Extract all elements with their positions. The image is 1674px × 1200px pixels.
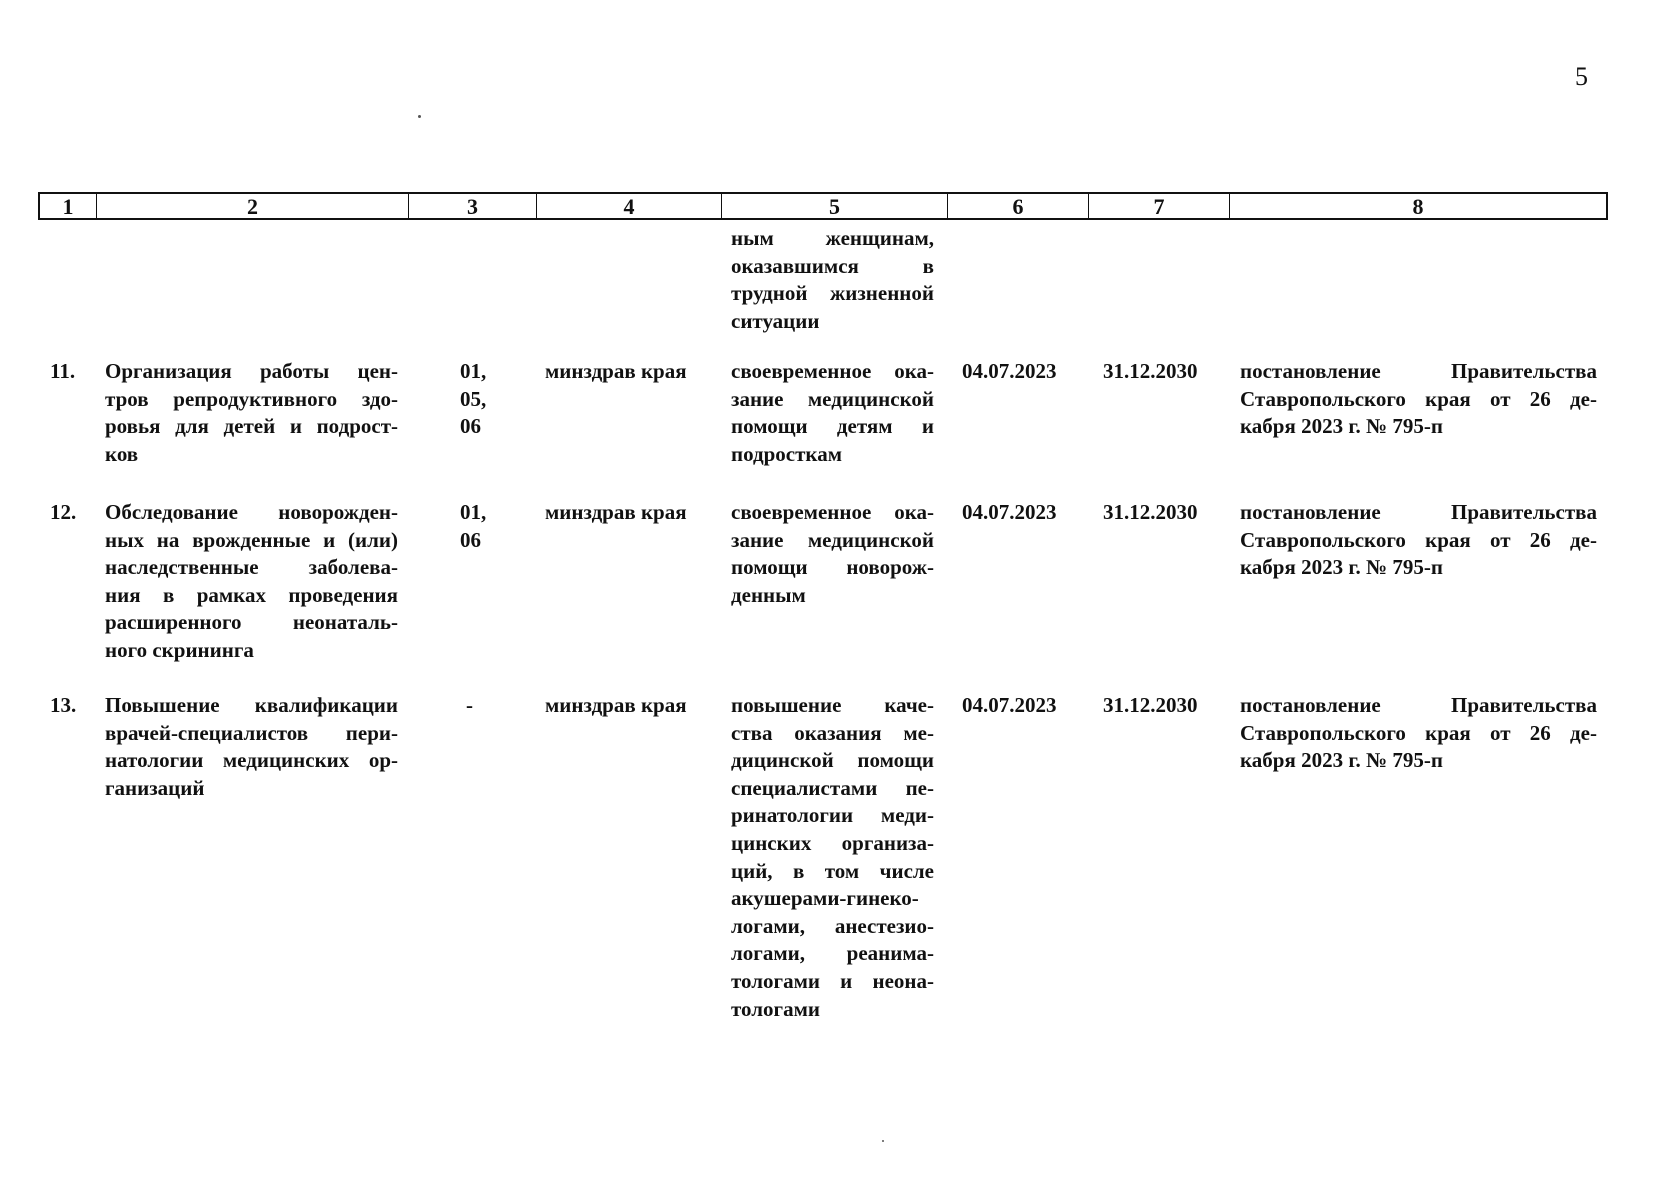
text-line: ния в рамках проведения (105, 582, 398, 607)
text-line: 06 (460, 527, 481, 552)
text-line: 01, (460, 359, 487, 383)
end-date: 31.12.2030 (1103, 500, 1198, 524)
legal-act (1240, 358, 1597, 441)
text-line: Ставропольского края от 26 де- (1240, 720, 1597, 745)
header-cell-6: 6 (947, 194, 1088, 218)
executor: минздрав края (545, 500, 687, 524)
text-line: расширенного неонаталь- (105, 610, 398, 635)
text-line: - (466, 693, 473, 717)
text-line: ровья для детей и подрост- (105, 414, 398, 439)
text-line: 06 (460, 414, 481, 439)
measure-title (105, 692, 398, 802)
page-number: 5 (1575, 62, 1588, 91)
text-line: тров репродуктивного здо- (105, 386, 398, 411)
start-date: 04.07.2023 (962, 500, 1057, 524)
text-line: ринатологии меди- (731, 803, 934, 828)
header-cell-8: 8 (1229, 194, 1606, 218)
text-line: кабря 2023 г. № 795-п (1240, 748, 1443, 773)
text-line: кабря 2023 г. № 795-п (1240, 414, 1443, 439)
row-number: 11. (50, 359, 76, 383)
header-cell-7: 7 (1088, 194, 1229, 218)
text-line: ганизаций (105, 775, 205, 800)
text-line: Повышение квалификации (105, 693, 398, 717)
expected-result (731, 692, 934, 1023)
text-line: оказавшимся в (731, 253, 934, 278)
text-line: ков (105, 441, 139, 466)
text-line: ситуации (731, 308, 820, 333)
header-cell-2: 2 (96, 194, 408, 218)
measure-title (105, 499, 398, 665)
end-date: 31.12.2030 (1103, 359, 1198, 383)
text-line: ства оказания ме- (731, 720, 934, 745)
end-date: 31.12.2030 (1103, 693, 1198, 717)
text-line: дицинской помощи (731, 748, 934, 773)
text-line: Ставропольского края от 26 де- (1240, 527, 1597, 552)
table-header (38, 192, 1608, 220)
header-cell-4: 4 (536, 194, 721, 218)
text-line: ным женщинам, (731, 226, 934, 250)
text-line: логами, реанима- (731, 941, 934, 966)
text-line: ций, в том числе (731, 858, 934, 883)
text-line: акушерами-гинеко- (731, 886, 919, 911)
text-line: ных на врожденные и (или) (105, 527, 398, 552)
text-line: помощи детям и (731, 414, 934, 439)
text-line: зание медицинской (731, 386, 934, 411)
text-line: своевременное ока- (731, 359, 934, 383)
text-line: ного скрининга (105, 637, 254, 662)
text-line: повышение каче- (731, 693, 934, 717)
text-line: тологами и неона- (731, 968, 934, 993)
text-line: Организация работы цен- (105, 359, 398, 383)
executor: минздрав края (545, 693, 687, 717)
continuation-text (731, 225, 934, 335)
text-line: Обследование новорожден- (105, 500, 398, 524)
header-cell-1: 1 (62, 194, 74, 219)
text-line: зание медицинской (731, 527, 934, 552)
text-line: Ставропольского края от 26 де- (1240, 386, 1597, 411)
text-line: постановление Правительства (1240, 693, 1597, 717)
header-cell-5: 5 (721, 194, 947, 218)
start-date: 04.07.2023 (962, 693, 1057, 717)
start-date: 04.07.2023 (962, 359, 1057, 383)
scan-speck (882, 1140, 884, 1142)
text-line: натологии медицинских ор- (105, 748, 398, 773)
scan-speck (418, 115, 421, 118)
task-codes (460, 358, 486, 441)
text-line: логами, анестезио- (731, 913, 934, 938)
text-line: помощи новорож- (731, 555, 934, 580)
text-line: трудной жизненной (731, 281, 934, 306)
legal-act (1240, 499, 1597, 582)
task-codes (460, 499, 486, 554)
text-line: цинских организа- (731, 830, 934, 855)
header-cell-3: 3 (408, 194, 536, 218)
row-number: 13. (50, 693, 77, 717)
row-number: 12. (50, 500, 77, 524)
text-line: 05, (460, 386, 487, 411)
text-line: тологами (731, 996, 820, 1021)
text-line: врачей-специалистов пери- (105, 720, 398, 745)
expected-result (731, 499, 934, 609)
text-line: специалистами пе- (731, 775, 934, 800)
text-line: наследственные заболева- (105, 555, 398, 580)
text-line: кабря 2023 г. № 795-п (1240, 555, 1443, 580)
text-line: своевременное ока- (731, 500, 934, 524)
text-line: подросткам (731, 441, 843, 466)
task-codes (466, 692, 473, 720)
expected-result (731, 358, 934, 468)
text-line: денным (731, 582, 806, 607)
text-line: постановление Правительства (1240, 500, 1597, 524)
text-line: 01, (460, 500, 487, 524)
legal-act (1240, 692, 1597, 775)
measure-title (105, 358, 398, 468)
executor: минздрав края (545, 359, 687, 383)
text-line: постановление Правительства (1240, 359, 1597, 383)
